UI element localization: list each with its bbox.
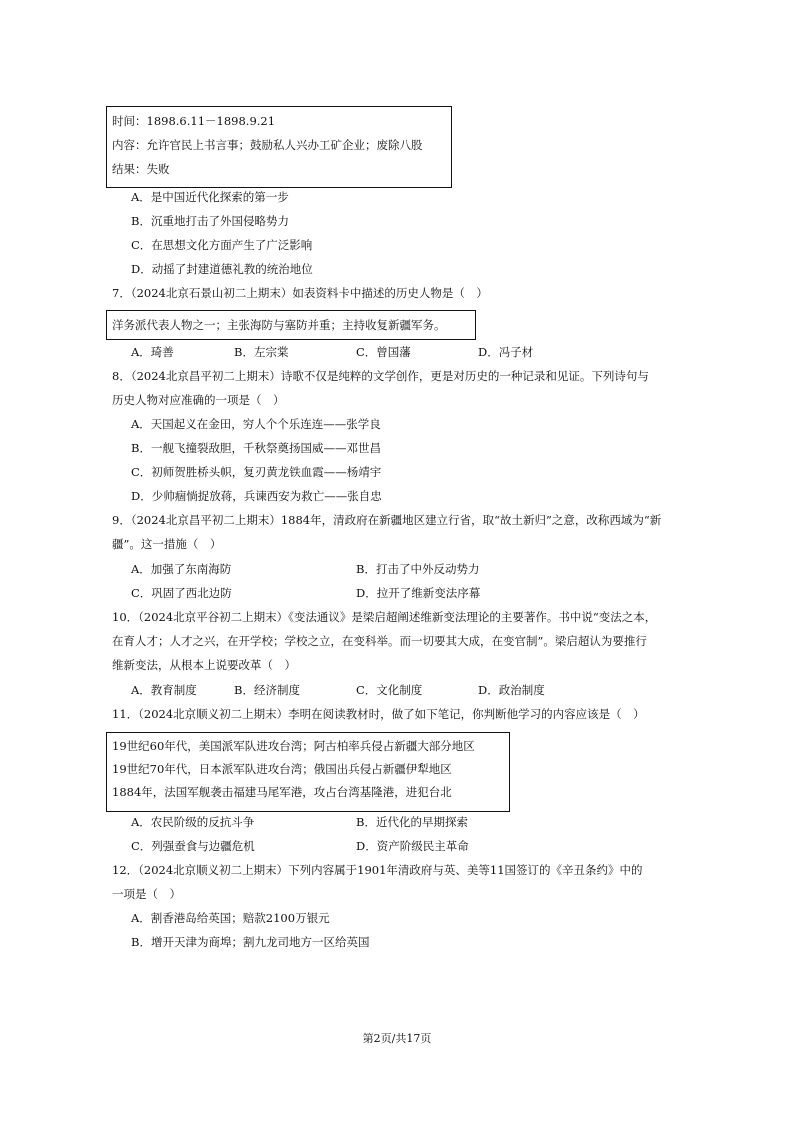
q6-option-c[interactable]: C．在思想文化方面产生了广泛影响 (131, 238, 313, 252)
q8-stem: 8．（2024北京昌平初二上期末）诗歌不仅是纯粹的文学创作，更是对历史的一种记录和见证。下列诗句与 (112, 369, 649, 383)
q12-stem: 一项是（ ） (112, 887, 181, 901)
q6-option-a[interactable]: A．是中国近代化探索的第一步 (131, 190, 289, 204)
q10-stem: 维新变法，从根本上说要改革（ ） (112, 658, 296, 672)
q7-option-d[interactable]: D．冯子材 (478, 345, 534, 359)
q6-card-line: 内容：允许官民上书言事；鼓励私人兴办工矿企业；废除八股 (112, 138, 423, 152)
q10-option-b[interactable]: B．经济制度 (234, 683, 300, 697)
q12-stem: 12．（2024北京顺义初二上期末）下列内容属于1901年清政府与英、美等11国签订的《辛丑条约》中的 (112, 863, 643, 877)
q8-stem: 历史人物对应准确的一项是（ ） (112, 393, 285, 407)
q11-card-line: 19世纪60年代，美国派军队进攻台湾；阿古柏率兵侵占新疆大部分地区 (112, 739, 475, 753)
q8-option-d[interactable]: D．少帅痼惝捉放蒋，兵谏西安为救亡——张自忠 (131, 489, 382, 503)
q11-option-b[interactable]: B．近代化的早期探索 (356, 815, 468, 829)
page-number-footer: 第2页/共17页 (362, 1032, 432, 1045)
q7-option-c[interactable]: C．曾国藩 (356, 345, 411, 359)
q11-option-d[interactable]: D．资产阶级民主革命 (356, 839, 469, 853)
q6-card-line: 结果：失败 (112, 162, 170, 176)
q10-option-d[interactable]: D．政治制度 (478, 683, 545, 697)
q11-option-c[interactable]: C．列强蚕食与边疆危机 (131, 839, 255, 853)
q10-stem: 10．（2024北京平谷初二上期末）《变法通议》是梁启超阐述维新变法理论的主要著作。书中说“变法之本， (112, 610, 657, 624)
q9-option-b[interactable]: B．打击了中外反动势力 (356, 562, 480, 576)
q11-stem: 11．（2024北京顺义初二上期末）李明在阅读教材时，做了如下笔记，你判断他学习的内容应该是（ ） (112, 707, 645, 721)
q8-option-a[interactable]: A．天国起义在金田，穷人个个乐连连——张学良 (131, 417, 381, 431)
q11-option-a[interactable]: A．农民阶级的反抗斗争 (131, 815, 255, 829)
q7-option-a[interactable]: A．琦善 (131, 345, 174, 359)
q8-option-b[interactable]: B．一舰飞撞裂敌胆，千秋祭奠扬国威——邓世昌 (131, 441, 381, 455)
q7-option-b[interactable]: B．左宗棠 (234, 345, 289, 359)
q9-option-a[interactable]: A．加强了东南海防 (131, 562, 232, 576)
q6-card-line: 时间：1898.6.11－1898.9.21 (112, 114, 276, 128)
q12-option-a[interactable]: A．割香港岛给英国；赔款2100万银元 (131, 911, 330, 925)
q7-stem: 7．（2024北京石景山初二上期末）如表资料卡中描述的历史人物是（ ） (112, 286, 488, 300)
q11-card-line: 19世纪70年代，日本派军队进攻台湾；俄国出兵侵占新疆伊犁地区 (112, 762, 452, 776)
q9-stem: 疆”。这一措施（ ） (112, 537, 222, 551)
q8-option-c[interactable]: C．初师贺胜桥头帜，复刃黄龙铁血霞——杨靖宇 (131, 465, 382, 479)
q12-option-b[interactable]: B．增开天津为商埠；割九龙司地方一区给英国 (131, 935, 370, 949)
q10-option-c[interactable]: C．文化制度 (356, 683, 423, 697)
q7-card-text: 洋务派代表人物之一；主张海防与塞防并重；主持收复新疆军务。 (112, 318, 446, 332)
q9-option-d[interactable]: D．拉开了维新变法序幕 (356, 586, 481, 600)
q6-option-d[interactable]: D．动摇了封建道德礼教的统治地位 (131, 262, 313, 276)
q9-option-c[interactable]: C．巩固了西北边防 (131, 586, 232, 600)
q11-card-line: 1884年，法国军舰袭击福建马尾军港，攻占台湾基隆港，进犯台北 (112, 785, 452, 799)
q10-option-a[interactable]: A．教育制度 (131, 683, 197, 697)
q9-stem: 9．（2024北京昌平初二上期末）1884年，清政府在新疆地区建立行省，取“故土新归”之意，改称西域为“新 (112, 513, 662, 527)
q10-stem: 在育人才；人才之兴，在开学校；学校之立，在变科举。而一切要其大成，在变官制”。梁启超认为要推行 (112, 634, 647, 648)
q6-option-b[interactable]: B．沉重地打击了外国侵略势力 (131, 214, 289, 228)
